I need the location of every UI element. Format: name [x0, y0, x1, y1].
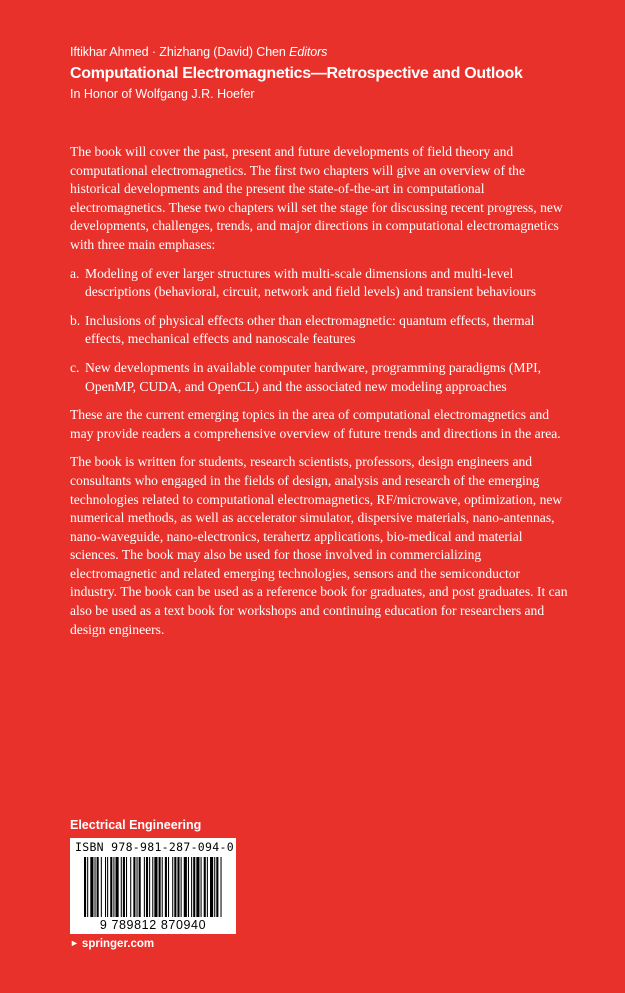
barcode-bar — [130, 857, 131, 917]
barcode-bar — [216, 857, 218, 917]
barcode-bar — [121, 857, 122, 917]
cover-header — [70, 44, 590, 102]
barcode-bar — [123, 857, 125, 917]
barcode-bars — [84, 857, 224, 917]
barcode-bar — [113, 857, 114, 917]
emphases-list — [70, 265, 570, 397]
barcode-bar — [105, 857, 106, 917]
barcode-bar — [149, 857, 150, 917]
barcode-bar — [90, 857, 93, 917]
emphasis-marker: a. — [70, 265, 80, 281]
barcode-bar — [168, 857, 169, 917]
barcode-bar — [116, 857, 119, 917]
barcode-bar — [174, 857, 176, 917]
emphasis-item — [70, 265, 570, 302]
barcode-bar — [146, 857, 148, 917]
blurb — [70, 143, 570, 649]
barcode-bar — [137, 857, 138, 917]
isbn-barcode — [70, 838, 236, 934]
barcode-bar — [133, 857, 135, 917]
emphasis-item — [70, 359, 570, 396]
barcode-bar — [177, 857, 179, 917]
emphasis-text: Inclusions of physical effects other than electromagnetic: quantum effects, thermal effects, mechanical effects and nanoscale features — [85, 312, 535, 347]
barcode-bar — [154, 857, 157, 917]
barcode-bar — [181, 857, 182, 917]
barcode-bar — [84, 857, 86, 917]
publisher-link[interactable] — [70, 938, 154, 950]
barcode-bar — [159, 857, 161, 917]
barcode-bar — [210, 857, 213, 917]
barcode-bar — [87, 857, 88, 917]
emphasis-marker: b. — [70, 312, 81, 328]
barcode-bar — [165, 857, 167, 917]
barcode-bar — [184, 857, 187, 917]
barcode-bar — [207, 857, 208, 917]
barcode-bar — [110, 857, 112, 917]
isbn-text: ISBN 978-981-287-094-0 — [75, 840, 234, 854]
barcode-bar — [221, 857, 222, 917]
barcode-bar — [196, 857, 199, 917]
barcode-bar — [126, 857, 127, 917]
editors-role: Editors — [289, 45, 328, 59]
barcode-bar — [191, 857, 192, 917]
barcode-bar — [95, 857, 96, 917]
book-subtitle: In Honor of Wolfgang J.R. Hoefer — [70, 87, 255, 101]
barcode-bar — [188, 857, 189, 917]
editors-line — [70, 44, 590, 60]
barcode-bar — [101, 857, 102, 917]
intro-paragraph: The book will cover the past, present and future developments of field theory and computational electromagnetics. The first two chapters will give an overview of the historical developments and the present the state-of-the-art in computational electromagnetics. These two chapters will set the stage for discussing recent progress, new developments, challenges, trends, and major directions in computational electromagnetics with three main emphases: — [70, 144, 563, 252]
barcode-bar — [144, 857, 145, 917]
arrow-right-icon: ► — [70, 938, 79, 948]
barcode-bar — [214, 857, 215, 917]
topics-paragraph: These are the current emerging topics in the area of computational electromagnetics and may provide readers a comprehensive overview of future trends and directions in the area. — [70, 407, 561, 441]
barcode-bar — [193, 857, 195, 917]
barcode-bar — [162, 857, 163, 917]
emphasis-text: New developments in available computer hardware, programming paradigms (MPI, OpenMP, CUDA, and OpenCL) and the associated new modeling approaches — [85, 359, 542, 394]
book-title: Computational Electromagnetics—Retrospective and Outlook — [70, 65, 523, 82]
barcode-bar — [201, 857, 202, 917]
barcode-digits: 9 789812 870940 — [99, 918, 207, 932]
barcode-bar — [107, 857, 108, 917]
publisher-link-text: springer.com — [81, 938, 155, 950]
audience-paragraph: The book is written for students, research scientists, professors, design engineers and consultants who engaged in the fields of design, analysis and research of the emerging technologies related to computational electromagnetics, RF/microwave, optimization, new numerical methods, as well as accelerator simulator, dispersive materials, nano-antennas, nano-waveguide, nano-electronics, terahertz applications, bio-medical and material sciences. The book may also be used for those involved in commercializing electromagnetic and related emerging technologies, sensors and the semiconductor industry. The book can be used as a reference book for graduates, and post graduates. It can also be used as a text book for workshops and continuing education for researchers and design engineers. — [70, 454, 568, 637]
barcode-bar — [139, 857, 141, 917]
barcode-bar — [152, 857, 153, 917]
barcode-bar — [172, 857, 173, 917]
subject-category: Electrical Engineering — [70, 818, 202, 832]
barcode-bar — [97, 857, 99, 917]
barcode-bar — [204, 857, 206, 917]
emphasis-item — [70, 312, 570, 349]
emphasis-marker: c. — [70, 359, 80, 375]
editors-names: Iftikhar Ahmed · Zhizhang (David) Chen — [70, 45, 286, 59]
emphasis-text: Modeling of ever larger structures with multi-scale dimensions and multi-level descriptions (behavioral, circuit, network and field levels) and transient behaviours — [85, 265, 537, 300]
